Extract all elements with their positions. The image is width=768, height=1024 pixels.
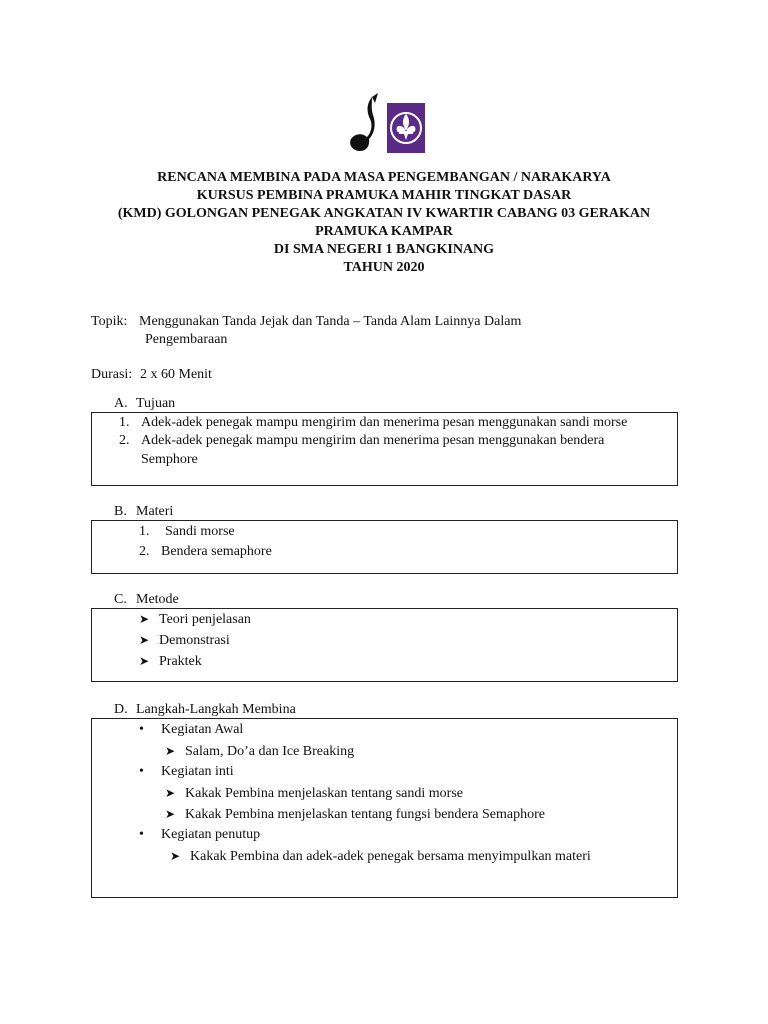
arrow-bullet-icon: ➤ [165,744,176,758]
title-line-4: PRAMUKA KAMPAR [315,224,453,239]
world-scout-logo [387,103,425,153]
section-a-box [91,412,678,486]
item-text: Demonstrasi [159,633,230,648]
durasi-label: Durasi: [91,367,133,382]
group-title [139,721,243,739]
item-number: 1. [119,415,130,430]
topik-text-line1: Menggunakan Tanda Jejak dan Tanda – Tanda Alam Lainnya Dalam [139,314,522,329]
arrow-bullet-icon: ➤ [139,612,150,626]
bullet-icon: • [139,722,144,737]
topik-label: Topik: [91,314,128,329]
durasi-value: 2 x 60 Menit [140,367,212,382]
title-line-3: (KMD) GOLONGAN PENEGAK ANGKATAN IV KWARTIR CABANG 03 GERAKAN [117,206,651,221]
arrow-bullet-icon: ➤ [139,654,150,668]
item-text: Praktek [159,654,202,669]
section-b-letter: B. [114,504,127,519]
section-c-letter: C. [114,592,127,607]
group-title-text: Kegiatan penutup [161,827,261,842]
section-a-heading: Tujuan [136,396,176,411]
item-text: Sandi morse [165,524,235,539]
title-line-5: DI SMA NEGERI 1 BANGKINANG [273,242,495,257]
group-title-text: Kegiatan Awal [161,722,244,737]
arrow-bullet-icon: ➤ [170,849,181,863]
item-text: Teori penjelasan [159,612,251,627]
bullet-icon: • [139,827,144,842]
fleur-de-lis-icon [387,103,425,153]
topik-text-line2: Pengembaraan [145,332,228,347]
section-d-box [91,718,678,898]
title-line-6: TAHUN 2020 [343,260,425,275]
list-item [139,652,202,671]
item-text: Kakak Pembina menjelaskan tentang fungsi bendera Semaphore [185,807,545,822]
list-item [165,805,545,824]
list-item [139,610,251,629]
section-c-box [91,608,678,682]
section-b-heading: Materi [136,504,174,519]
arrow-bullet-icon: ➤ [165,786,176,800]
item-number: 1. [139,524,150,539]
title-line-2: KURSUS PEMBINA PRAMUKA MAHIR TINGKAT DASAR [196,188,572,203]
item-text: Kakak Pembina menjelaskan tentang sandi morse [185,786,463,801]
arrow-bullet-icon: ➤ [165,807,176,821]
group-title [139,763,234,781]
item-text: Adek-adek penegak mampu mengirim dan menerima pesan menggunakan bendera [141,433,605,448]
list-item [119,414,627,432]
bullet-icon: • [139,764,144,779]
list-item [139,631,230,650]
item-text: Salam, Do’a dan Ice Breaking [185,744,355,759]
item-number: 2. [119,433,130,448]
list-item [165,742,354,761]
item-text: Adek-adek penegak mampu mengirim dan menerima pesan menggunakan sandi morse [141,415,628,430]
list-item [139,543,272,561]
item-text-continuation: Semphore [141,452,198,467]
list-item [170,847,591,866]
section-c-heading: Metode [136,592,179,607]
item-number: 2. [139,544,150,559]
list-item [139,523,235,541]
item-text: Bendera semaphore [161,544,272,559]
document-title [60,169,708,277]
list-item [119,432,604,450]
list-item [165,784,463,803]
arrow-bullet-icon: ➤ [139,633,150,647]
section-d-heading: Langkah-Langkah Membina [136,702,296,717]
group-title-text: Kegiatan inti [161,764,234,779]
title-line-1: RENCANA MEMBINA PADA MASA PENGEMBANGAN / NARAKARYA [157,170,611,185]
section-a-letter: A. [114,396,128,411]
section-d-letter: D. [114,702,128,717]
group-title [139,826,260,844]
section-b-box [91,520,678,574]
item-text: Kakak Pembina dan adek-adek penegak bersama menyimpulkan materi [190,849,591,864]
